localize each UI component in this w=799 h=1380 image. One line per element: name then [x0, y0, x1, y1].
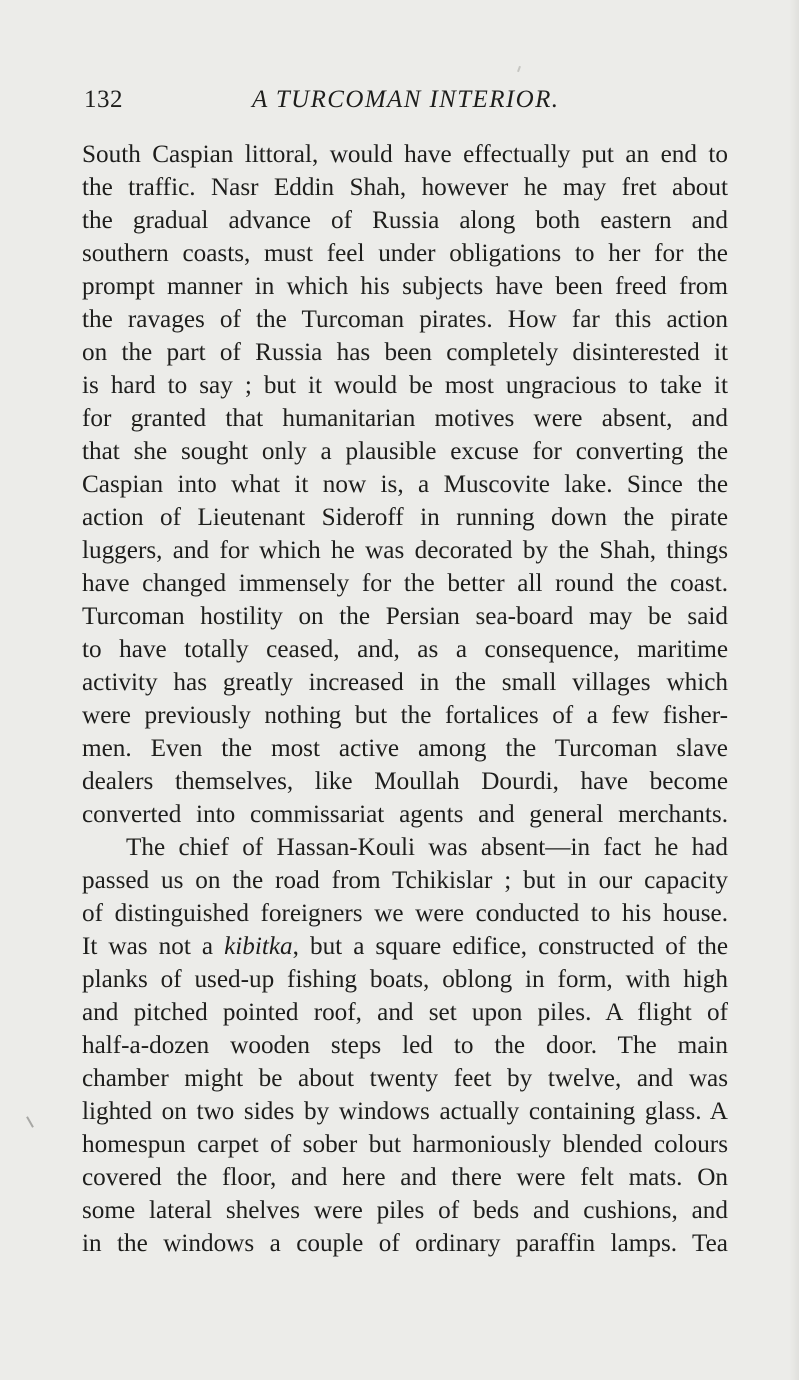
- text-line: chamber might be about twenty feet by twelve, and was: [82, 1065, 728, 1092]
- text-segment: , but a square edifice, constructed of the: [292, 933, 728, 960]
- text-line: dealers themselves, like Moullah Dourdi, have become: [82, 768, 728, 795]
- margin-mark: [26, 1116, 34, 1127]
- italic-word-kibitka: kibitka: [224, 933, 293, 960]
- page-number: 132: [84, 86, 123, 113]
- paper-speck: [517, 66, 521, 72]
- page-edge-shadow: [789, 0, 799, 1380]
- text-line: of distinguished foreigners we were conducted to his house.: [82, 900, 728, 927]
- text-line: homespun carpet of sober but harmoniously blended colours: [82, 1131, 728, 1158]
- text-line: is hard to say ; but it would be most ungracious to take it: [82, 372, 728, 399]
- text-line: activity has greatly increased in the small villages which: [82, 669, 728, 696]
- text-line: the ravages of the Turcoman pirates. How far this action: [82, 306, 728, 333]
- text-line: the gradual advance of Russia along both eastern and: [82, 207, 728, 234]
- text-line: Caspian into what it now is, a Muscovite lake. Since the: [82, 471, 728, 498]
- text-line: converted into commissariat agents and general merchants.: [82, 801, 728, 828]
- text-line: passed us on the road from Tchikislar ; but in our capacity: [82, 867, 728, 894]
- text-line: South Caspian littoral, would have effectually put an end to: [82, 141, 728, 168]
- text-line: southern coasts, must feel under obligations to her for the: [82, 240, 728, 267]
- page-header: [84, 86, 728, 120]
- text-line: some lateral shelves were piles of beds and cushions, and: [82, 1197, 728, 1224]
- text-line: to have totally ceased, and, as a consequence, maritime: [82, 636, 728, 663]
- text-line: men. Even the most active among the Turcoman slave: [82, 735, 728, 762]
- text-line: on the part of Russia has been completely disinterested it: [82, 339, 728, 366]
- text-segment: It was not a: [82, 933, 225, 960]
- text-line: and pitched pointed roof, and set upon piles. A flight of: [82, 999, 728, 1026]
- text-line: that she sought only a plausible excuse for converting the: [82, 438, 728, 465]
- text-line: action of Lieutenant Sideroff in running down the pirate: [82, 504, 728, 531]
- text-line: were previously nothing but the fortalices of a few fisher-: [82, 702, 728, 729]
- text-line: have changed immensely for the better all round the coast.: [82, 570, 728, 597]
- text-line: covered the floor, and here and there were felt mats. On: [82, 1164, 728, 1191]
- body-text: [82, 138, 728, 1260]
- running-title: A TURCOMAN INTERIOR.: [252, 86, 560, 113]
- text-line: luggers, and for which he was decorated by the Shah, things: [82, 537, 728, 564]
- text-line: [82, 930, 728, 963]
- text-line: Turcoman hostility on the Persian sea-board may be said: [82, 603, 728, 630]
- paragraph-start-line: The chief of Hassan-Kouli was absent—in fact he had: [126, 834, 728, 861]
- text-line: in the windows a couple of ordinary paraffin lamps. Tea: [82, 1230, 728, 1257]
- text-line: half-a-dozen wooden steps led to the door. The main: [82, 1032, 728, 1059]
- text-line: prompt manner in which his subjects have been freed from: [82, 273, 728, 300]
- text-line: the traffic. Nasr Eddin Shah, however he may fret about: [82, 174, 728, 201]
- text-line: lighted on two sides by windows actually containing glass. A: [82, 1098, 728, 1125]
- text-line: for granted that humanitarian motives were absent, and: [82, 405, 728, 432]
- text-line: planks of used-up fishing boats, oblong in form, with high: [82, 966, 728, 993]
